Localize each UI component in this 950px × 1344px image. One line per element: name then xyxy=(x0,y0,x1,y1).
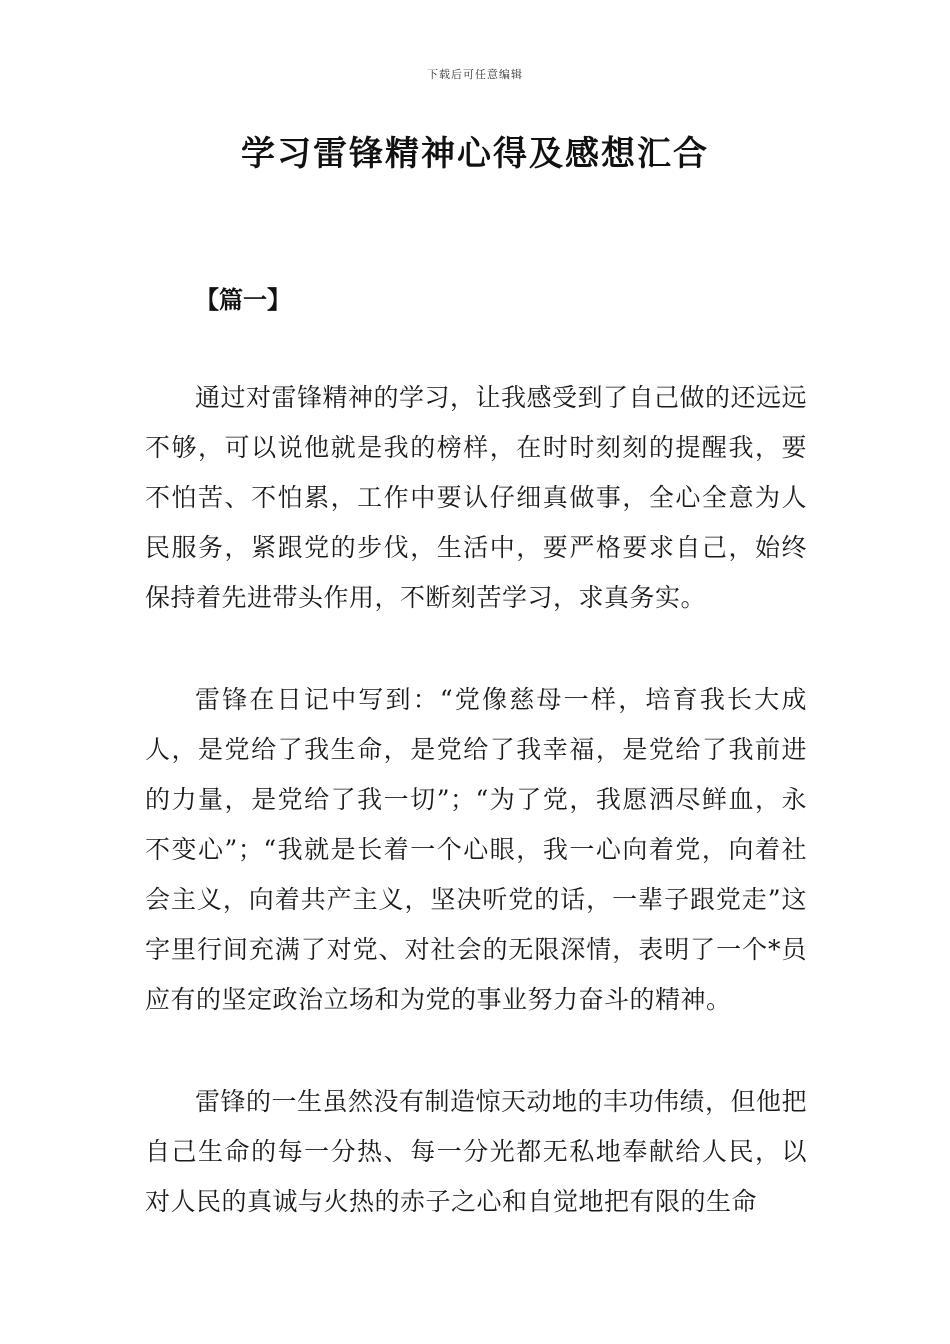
paragraph-2: 雷锋在日记中写到：“党像慈母一样，培育我长大成人，是党给了我生命，是党给了我幸福，是党给了我前进的力量，是党给了我一切”；“为了党，我愿洒尽鲜血，永不变心”；“我就是长着一个心眼，我一心向着党，向着社会主义，向着共产主义，坚决听党的话，一辈子跟党走”这字里行间充满了对党、对社会的无限深情，表明了一个*员应有的坚定政治立场和为党的事业努力奋斗的精神。 xyxy=(145,685,807,1014)
page-title: 学习雷锋精神心得及感想汇合 xyxy=(241,134,709,174)
section-heading: 【篇一】 xyxy=(195,286,291,314)
header-note: 下载后可任意编辑 xyxy=(427,68,523,81)
document-body xyxy=(145,373,807,1279)
paragraph-1: 通过对雷锋精神的学习，让我感受到了自己做的还远远不够，可以说他就是我的榜样，在时时刻刻的提醒我，要不怕苦、不怕累，工作中要认仔细真做事，全心全意为人民服务，紧跟党的步伐，生活中，要严格要求自己，始终保持着先进带头作用，不断刻苦学习，求真务实。 xyxy=(145,383,808,612)
paragraph-3: 雷锋的一生虽然没有制造惊天动地的丰功伟绩，但他把自己生命的每一分热、每一分光都无私地奉献给人民，以对人民的真诚与火热的赤子之心和自觉地把有限的生命 xyxy=(145,1087,808,1216)
